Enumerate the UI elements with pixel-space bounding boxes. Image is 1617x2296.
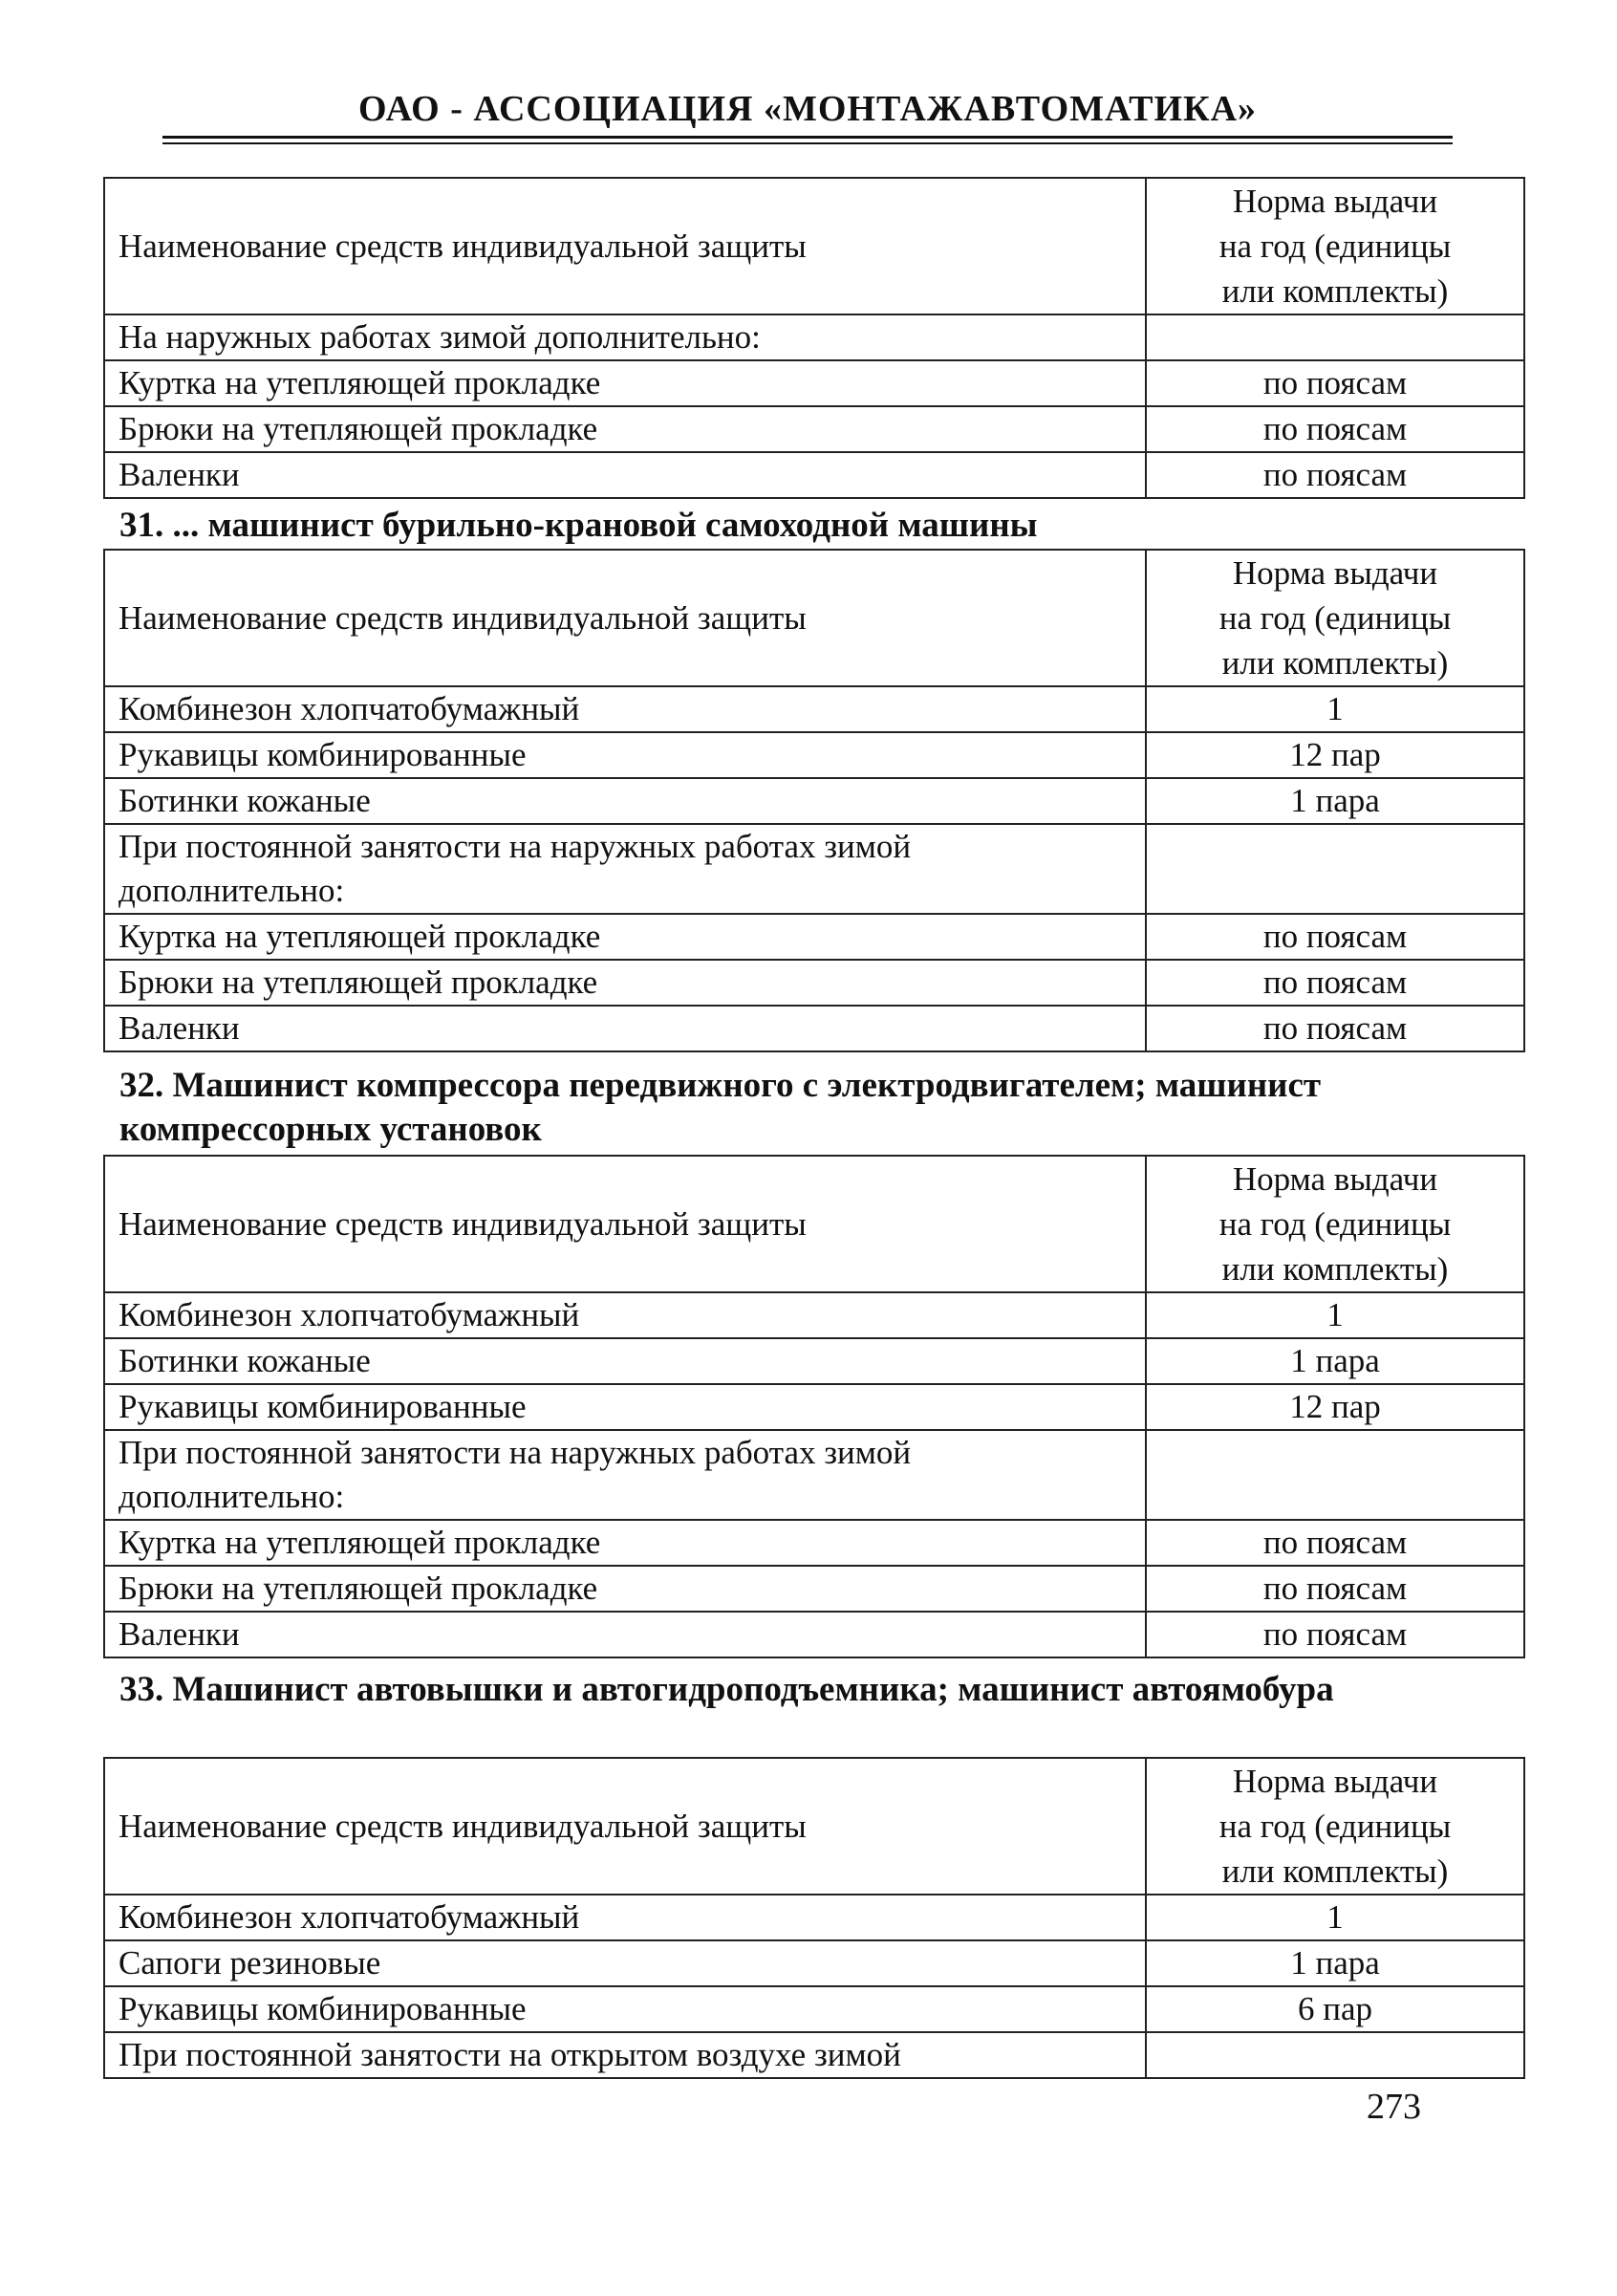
item-qty: 12 пар xyxy=(1146,732,1524,778)
table-row xyxy=(104,1430,1524,1520)
header-rule xyxy=(162,136,1453,139)
item-name: Рукавицы комбинированные xyxy=(104,1986,1146,2032)
item-name: На наружных работах зимой дополнительно: xyxy=(104,314,1146,360)
table-row xyxy=(104,1986,1524,2032)
table-row xyxy=(104,960,1524,1006)
item-name: Валенки xyxy=(104,1006,1146,1051)
section-33-heading: 33. Машинист автовышки и автогидроподъемника; машинист автоямобура xyxy=(119,1670,1334,1709)
item-qty: 1 пара xyxy=(1146,778,1524,824)
column-header-norm-line: Норма выдачи xyxy=(1232,1763,1438,1800)
table-row xyxy=(104,1338,1524,1384)
item-name: Комбинезон хлопчатобумажный xyxy=(104,686,1146,732)
column-header-norm-line: или комплекты) xyxy=(1221,1250,1449,1288)
table-row xyxy=(104,1895,1524,1940)
column-header-norm-line: Норма выдачи xyxy=(1232,554,1438,592)
table-row xyxy=(104,360,1524,406)
ppe-table-32 xyxy=(103,1155,1525,1658)
item-qty: по поясам xyxy=(1146,1006,1524,1051)
section-31-heading: 31. ... машинист бурильно-крановой самоходной машины xyxy=(119,506,1038,545)
item-name: Комбинезон хлопчатобумажный xyxy=(104,1292,1146,1338)
table-header-row xyxy=(104,178,1524,314)
section-32-heading: 32. Машинист компрессора передвижного с электродвигателем; машинист компрессорных установок xyxy=(119,1066,1322,1149)
item-qty: 12 пар xyxy=(1146,1384,1524,1430)
item-qty: по поясам xyxy=(1146,406,1524,452)
column-header-name: Наименование средств индивидуальной защиты xyxy=(104,550,1146,686)
column-header-norm-line: Норма выдачи xyxy=(1232,1160,1438,1198)
table-header-row xyxy=(104,1758,1524,1895)
item-qty xyxy=(1146,2032,1524,2078)
table-row xyxy=(104,452,1524,498)
item-name: При постоянной занятости на наружных работах зимой дополнительно: xyxy=(104,824,1146,914)
item-name: Брюки на утепляющей прокладке xyxy=(104,1566,1146,1612)
item-name: При постоянной занятости на открытом воздухе зимой xyxy=(104,2032,1146,2078)
table-row xyxy=(104,1566,1524,1612)
item-qty: 1 xyxy=(1146,1292,1524,1338)
table-row xyxy=(104,406,1524,452)
table-row xyxy=(104,1384,1524,1430)
column-header-norm-line: на год (единицы xyxy=(1218,599,1452,637)
item-name: При постоянной занятости на наружных работах зимой дополнительно: xyxy=(104,1430,1146,1520)
table-row xyxy=(104,314,1524,360)
table-row xyxy=(104,824,1524,914)
item-qty: по поясам xyxy=(1146,1612,1524,1657)
item-qty xyxy=(1146,314,1524,360)
item-qty: по поясам xyxy=(1146,360,1524,406)
item-qty: 1 пара xyxy=(1146,1338,1524,1384)
column-header-name: Наименование средств индивидуальной защиты xyxy=(104,178,1146,314)
item-qty xyxy=(1146,1430,1524,1520)
item-qty: по поясам xyxy=(1146,452,1524,498)
column-header-norm-line: или комплекты) xyxy=(1221,272,1449,310)
item-name: Валенки xyxy=(104,452,1146,498)
item-name: Брюки на утепляющей прокладке xyxy=(104,960,1146,1006)
document-title: ОАО - АССОЦИАЦИЯ «МОНТАЖАВТОМАТИКА» xyxy=(357,89,1258,129)
table-row xyxy=(104,686,1524,732)
item-qty: по поясам xyxy=(1146,1520,1524,1566)
column-header-norm xyxy=(1146,178,1524,314)
item-qty: по поясам xyxy=(1146,960,1524,1006)
item-name: Валенки xyxy=(104,1612,1146,1657)
item-qty: 6 пар xyxy=(1146,1986,1524,2032)
table-row xyxy=(104,1292,1524,1338)
item-qty: 1 xyxy=(1146,1895,1524,1940)
item-name: Брюки на утепляющей прокладке xyxy=(104,406,1146,452)
item-name: Куртка на утепляющей прокладке xyxy=(104,1520,1146,1566)
table-row xyxy=(104,1520,1524,1566)
table-row xyxy=(104,2032,1524,2078)
table-row xyxy=(104,914,1524,960)
item-name: Рукавицы комбинированные xyxy=(104,1384,1146,1430)
table-row xyxy=(104,1940,1524,1986)
column-header-norm-line: на год (единицы xyxy=(1218,1205,1452,1243)
item-name: Ботинки кожаные xyxy=(104,778,1146,824)
table-row xyxy=(104,778,1524,824)
ppe-table-31 xyxy=(103,549,1525,1052)
table-header-row xyxy=(104,550,1524,686)
ppe-table-33 xyxy=(103,1757,1525,2079)
item-qty: 1 пара xyxy=(1146,1940,1524,1986)
item-name: Ботинки кожаные xyxy=(104,1338,1146,1384)
column-header-norm-line: на год (единицы xyxy=(1218,227,1452,265)
table-row xyxy=(104,732,1524,778)
column-header-norm xyxy=(1146,1758,1524,1895)
column-header-norm-line: или комплекты) xyxy=(1221,1852,1449,1890)
ppe-table-continued xyxy=(103,177,1525,499)
item-name: Сапоги резиновые xyxy=(104,1940,1146,1986)
page-header xyxy=(162,88,1453,144)
item-name: Куртка на утепляющей прокладке xyxy=(104,360,1146,406)
page-number: 273 xyxy=(1367,2087,1421,2127)
column-header-name: Наименование средств индивидуальной защиты xyxy=(104,1156,1146,1292)
item-name: Комбинезон хлопчатобумажный xyxy=(104,1895,1146,1940)
column-header-name: Наименование средств индивидуальной защиты xyxy=(104,1758,1146,1895)
column-header-norm-line: Норма выдачи xyxy=(1232,183,1438,220)
item-qty: по поясам xyxy=(1146,914,1524,960)
table-row xyxy=(104,1612,1524,1657)
table-header-row xyxy=(104,1156,1524,1292)
column-header-norm-line: на год (единицы xyxy=(1218,1808,1452,1845)
table-row xyxy=(104,1006,1524,1051)
header-rule-double xyxy=(162,142,1453,144)
column-header-norm xyxy=(1146,1156,1524,1292)
item-qty: 1 xyxy=(1146,686,1524,732)
item-name: Рукавицы комбинированные xyxy=(104,732,1146,778)
item-name: Куртка на утепляющей прокладке xyxy=(104,914,1146,960)
item-qty xyxy=(1146,824,1524,914)
column-header-norm-line: или комплекты) xyxy=(1221,644,1449,682)
column-header-norm xyxy=(1146,550,1524,686)
item-qty: по поясам xyxy=(1146,1566,1524,1612)
